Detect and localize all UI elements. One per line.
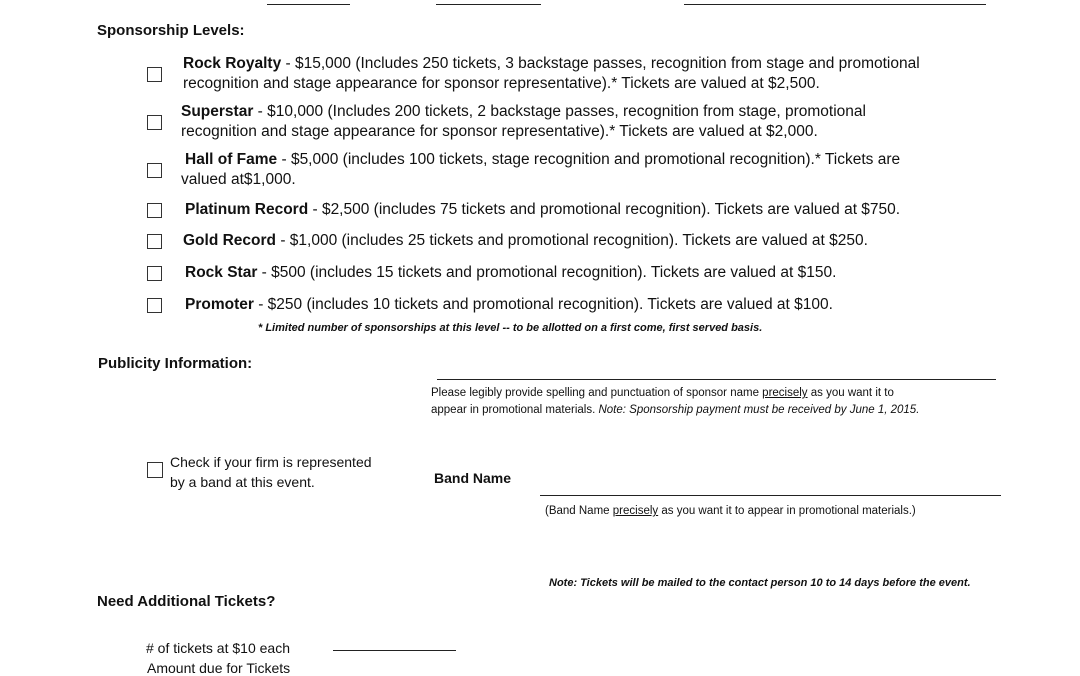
checkbox-superstar[interactable] bbox=[147, 115, 162, 130]
ticket-count-field[interactable] bbox=[333, 650, 456, 651]
band-name-hint bbox=[545, 503, 916, 520]
level-desc-cont: valued at$1,000. bbox=[181, 171, 296, 188]
band-check-label: Check if your firm is represented bbox=[170, 454, 372, 470]
checkbox-rock-royalty[interactable] bbox=[147, 67, 162, 82]
instruction-underlined: precisely bbox=[762, 387, 808, 399]
level-desc: - $2,500 (includes 75 tickets and promotional recognition). Tickets are valued at $750. bbox=[308, 201, 901, 218]
instruction-text-end: as you want it to bbox=[807, 387, 894, 399]
level-name: Rock Star bbox=[185, 264, 258, 281]
level-name: Rock Royalty bbox=[183, 55, 282, 72]
checkbox-platinum-record[interactable] bbox=[147, 203, 162, 218]
band-hint-text-end: as you want it to appear in promotional materials.) bbox=[658, 505, 916, 517]
sponsor-name-field[interactable] bbox=[437, 379, 996, 380]
level-desc: - $500 (includes 15 tickets and promotional recognition). Tickets are valued at $150. bbox=[257, 264, 837, 281]
checkbox-hall-of-fame[interactable] bbox=[147, 163, 162, 178]
checkbox-promoter[interactable] bbox=[147, 298, 162, 313]
band-name-field[interactable] bbox=[540, 495, 1001, 496]
amount-due-label: Amount due for Tickets bbox=[147, 660, 291, 676]
checkbox-gold-record[interactable] bbox=[147, 234, 162, 249]
ticket-count-label: # of tickets at $10 each bbox=[146, 640, 290, 656]
level-desc: - $5,000 (includes 100 tickets, stage recognition and promotional recognition).* Tickets are bbox=[277, 151, 901, 168]
level-name: Promoter bbox=[185, 296, 254, 313]
ticket-mail-note: Note: Tickets will be mailed to the contact person 10 to 14 days before the event. bbox=[549, 577, 971, 589]
band-hint-underlined: precisely bbox=[612, 505, 659, 517]
instruction-line2: appear in promotional materials. bbox=[431, 404, 599, 416]
level-desc: - $15,000 (Includes 250 tickets, 3 backstage passes, recognition from stage and promotional bbox=[281, 55, 920, 72]
sponsorship-heading: Sponsorship Levels: bbox=[97, 22, 245, 39]
band-check-label-cont: by a band at this event. bbox=[170, 474, 315, 490]
publicity-heading: Publicity Information: bbox=[98, 355, 253, 372]
level-name: Superstar bbox=[181, 103, 254, 120]
tickets-heading: Need Additional Tickets? bbox=[97, 593, 276, 610]
level-desc-cont: recognition and stage appearance for sponsor representative).* Tickets are valued at $2,000. bbox=[181, 123, 818, 140]
band-represented-checkbox[interactable] bbox=[147, 462, 163, 478]
top-field-line-2 bbox=[436, 4, 541, 5]
instruction-text: Please legibly provide spelling and punctuation of sponsor name bbox=[431, 387, 763, 399]
level-desc: - $1,000 (includes 25 tickets and promotional recognition). Tickets are valued at $250. bbox=[276, 232, 868, 249]
sponsor-name-instruction bbox=[431, 385, 1031, 419]
sponsorship-footnote: * Limited number of sponsorships at this level -- to be allotted on a first come, first served basis. bbox=[258, 322, 763, 334]
band-name-label: Band Name bbox=[434, 470, 512, 486]
level-name: Gold Record bbox=[183, 232, 277, 249]
level-name: Hall of Fame bbox=[185, 151, 278, 168]
level-desc: - $250 (includes 10 tickets and promotional recognition). Tickets are valued at $100. bbox=[253, 296, 833, 313]
top-field-line-3 bbox=[684, 4, 986, 5]
band-hint-text: (Band Name bbox=[545, 505, 613, 517]
payment-deadline-note: Note: Sponsorship payment must be received by June 1, 2015. bbox=[598, 404, 920, 416]
level-desc-cont: recognition and stage appearance for sponsor representative).* Tickets are valued at $2,500. bbox=[183, 75, 820, 92]
level-name: Platinum Record bbox=[185, 201, 309, 218]
checkbox-rock-star[interactable] bbox=[147, 266, 162, 281]
top-field-line-1 bbox=[267, 4, 350, 5]
level-desc: - $10,000 (Includes 200 tickets, 2 backstage passes, recognition from stage, promotional bbox=[253, 103, 866, 120]
